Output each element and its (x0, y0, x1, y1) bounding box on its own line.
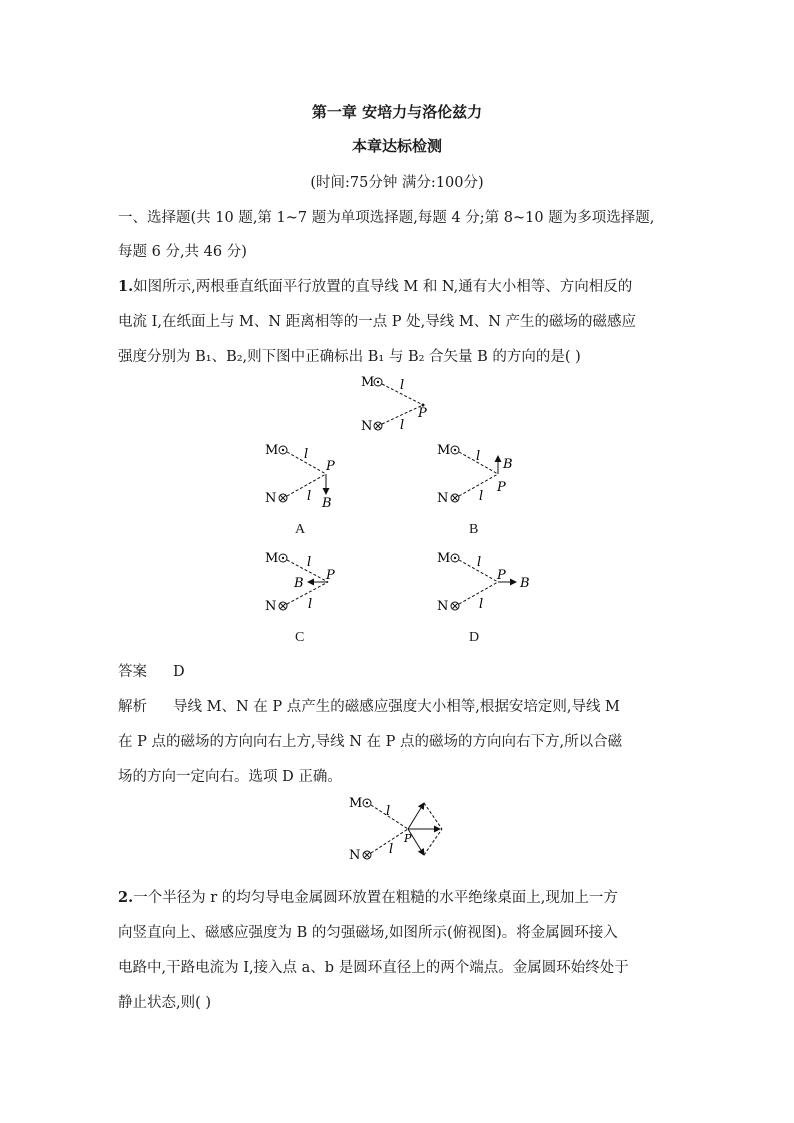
label-b: B (294, 576, 304, 591)
label-p: P (497, 480, 506, 495)
label-p: P (418, 406, 427, 421)
q2-line3: 电路中,干路电流为 I,接入点 a、b 是圆环直径上的两个端点。金属圆环始终处于 (118, 960, 629, 976)
q2-line2: 向竖直向上、磁感应强度为 B 的匀强磁场,如图所示(俯视图)。将金属圆环接入 (118, 925, 618, 941)
q1-line2: 电流 I,在纸面上与 M、N 距离相等的一点 P 处,导线 M、N 产生的磁场的磁感应 (118, 314, 637, 330)
label-l-top: l (476, 449, 481, 464)
option-b-label: B (469, 522, 479, 537)
option-d-figure (434, 548, 534, 620)
q1-line1 (118, 275, 678, 296)
label-l-bottom: l (307, 489, 312, 504)
option-b-figure (434, 440, 524, 512)
label-l-top: l (477, 555, 482, 570)
option-d-label: D (469, 630, 480, 645)
label-n: N (437, 599, 449, 614)
time-info: (时间:75分钟 满分:100分) (310, 175, 484, 191)
label-n: N (361, 419, 373, 434)
q1-analysis-line3: 场的方向一定向右。选项 D 正确。 (118, 769, 342, 785)
label-b: B (503, 457, 513, 472)
q1-number: 1. (118, 278, 134, 295)
analysis-text-line1: 导线 M、N 在 P 点产生的磁感应强度大小相等,根据安培定则,导线 M (173, 699, 620, 715)
q1-line3: 强度分别为 B₁、B₂,则下图中正确标出 B₁ 与 B₂ 合矢量 B 的方向的是( ) (118, 349, 581, 365)
q1-main-figure (355, 372, 445, 434)
option-c-label: C (295, 630, 305, 645)
q1-text-line1: 如图所示,两根垂直纸面平行放置的直导线 M 和 N,通有大小相等、方向相反的 (133, 279, 633, 295)
label-p: P (404, 832, 412, 845)
analysis-figure (346, 793, 456, 865)
label-n: N (349, 848, 361, 863)
label-l-bottom: l (400, 418, 405, 433)
label-m: M (437, 551, 451, 566)
label-b: B (520, 576, 530, 591)
label-l-top: l (304, 447, 309, 462)
label-n: N (265, 599, 277, 614)
label-l-bottom: l (389, 842, 394, 857)
part1-heading-line2: 每题 6 分,共 46 分) (118, 244, 247, 260)
q2-number: 2. (118, 889, 134, 906)
label-n: N (437, 491, 449, 506)
option-a-figure (262, 440, 352, 512)
label-m: M (437, 443, 451, 458)
label-p: P (326, 568, 335, 583)
label-m: M (265, 443, 279, 458)
q1-answer (118, 660, 678, 681)
chapter-title: 第一章 安培力与洛伦兹力 (311, 103, 483, 121)
q2-line1 (118, 886, 678, 907)
answer-label: 答案 (118, 664, 147, 680)
analysis-label: 解析 (118, 699, 147, 715)
label-l-bottom: l (479, 597, 484, 612)
label-l-bottom: l (479, 489, 484, 504)
label-l-top: l (386, 804, 391, 819)
part1-heading-line1: 一、选择题(共 10 题,第 1~7 题为单项选择题,每题 4 分;第 8~10 题为多项选择题, (118, 210, 655, 226)
vector-b1 (408, 803, 424, 829)
label-m: M (361, 375, 375, 390)
option-c-figure (262, 548, 352, 620)
section-title: 本章达标检测 (351, 137, 442, 155)
option-a-label: A (295, 522, 306, 537)
answer-value: D (173, 664, 185, 680)
label-p: P (326, 459, 335, 474)
label-p: P (497, 568, 506, 583)
q1-analysis-line1 (118, 695, 678, 716)
label-l-bottom: l (308, 597, 313, 612)
q1-analysis-line2: 在 P 点的磁场的方向向右上方,导线 N 在 P 点的磁场的方向向右下方,所以合磁 (118, 734, 623, 750)
q2-text-line1: 一个半径为 r 的均匀导电金属圆环放置在粗糙的水平绝缘桌面上,现加上一方 (133, 890, 618, 906)
label-b: B (322, 496, 332, 511)
label-m: M (349, 796, 363, 811)
label-n: N (265, 491, 277, 506)
label-l-top: l (400, 378, 405, 393)
label-m: M (265, 551, 279, 566)
q2-line4: 静止状态,则( ) (118, 995, 212, 1011)
label-l-top: l (307, 555, 312, 570)
